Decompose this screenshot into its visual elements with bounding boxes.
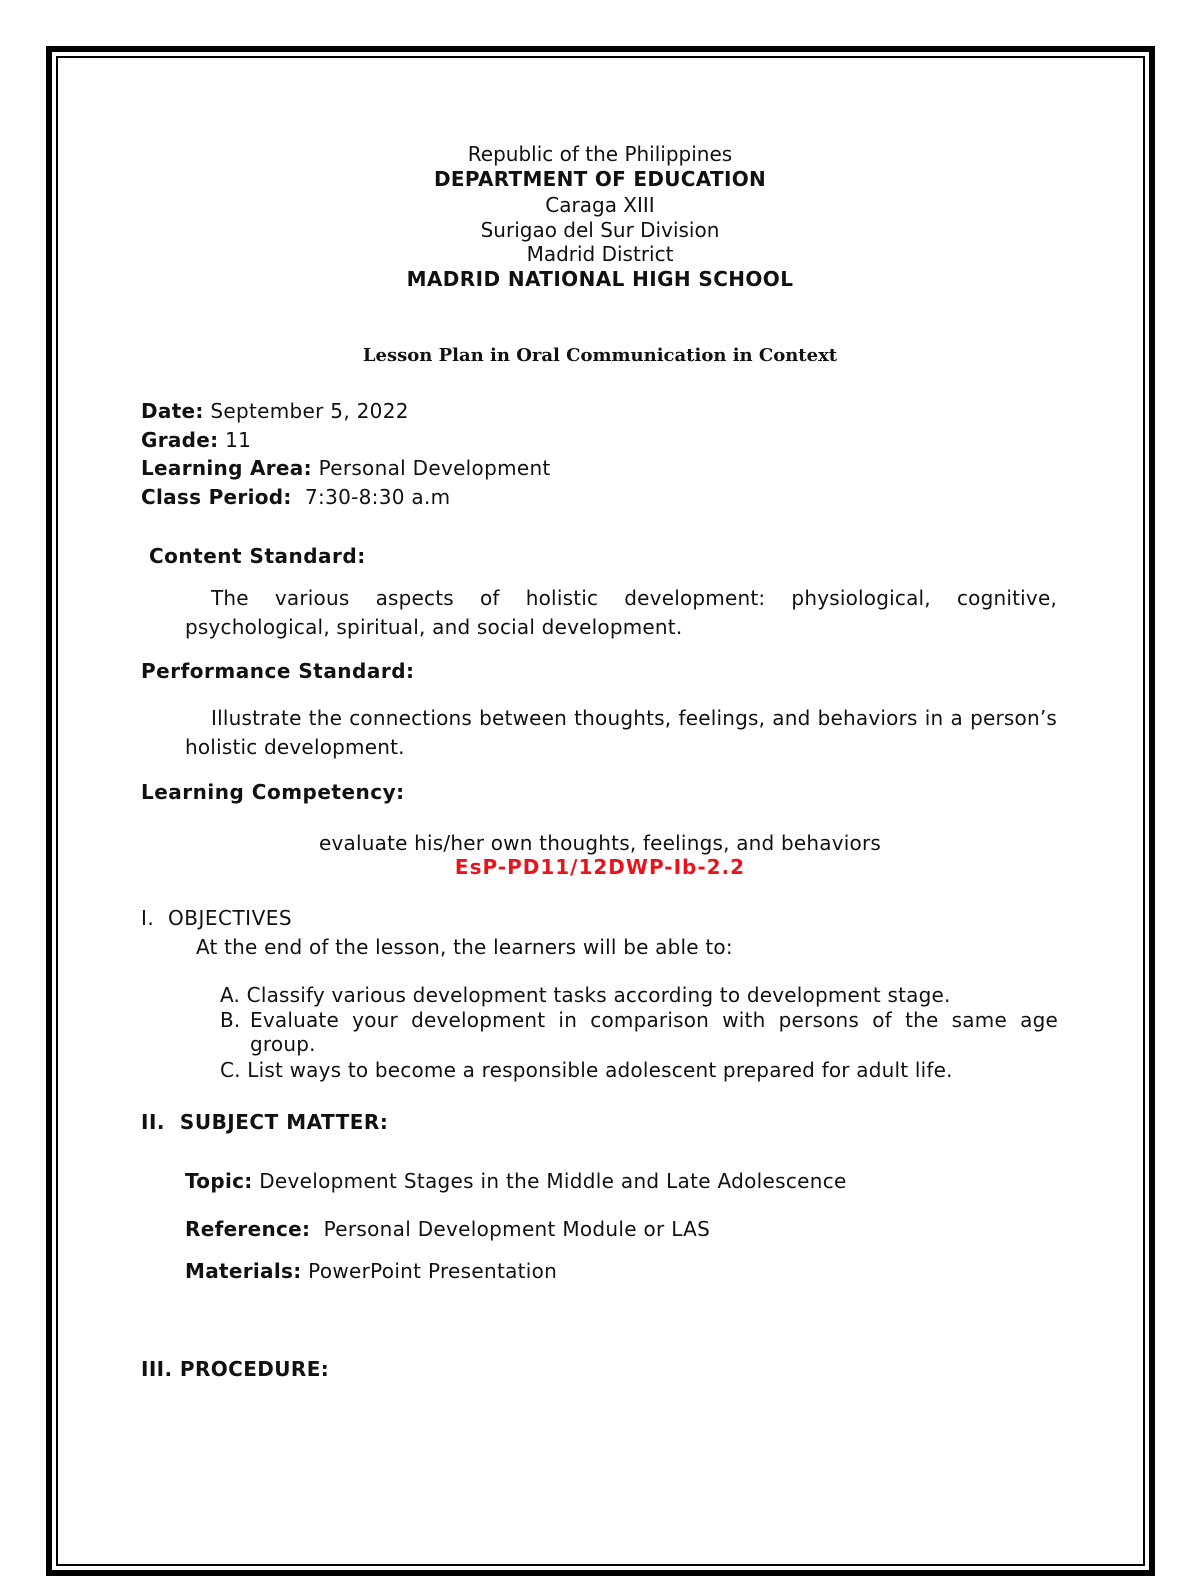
content-standard-text: The various aspects of holistic development: physiological, cognitive, psychological, spiritual, and social development.	[185, 586, 1057, 639]
class-period-field	[141, 485, 450, 509]
materials-label: Materials:	[185, 1259, 302, 1283]
subject-matter-heading	[141, 1110, 388, 1134]
grade-value: 11	[225, 428, 252, 452]
learning-area-value: Personal Development	[318, 456, 551, 480]
header-country: Republic of the Philippines	[467, 142, 733, 166]
date-field	[141, 399, 409, 423]
procedure-heading: III. PROCEDURE:	[141, 1357, 330, 1381]
reference-value: Personal Development Module or LAS	[323, 1217, 711, 1241]
objective-text: Classify various development tasks according to development stage.	[246, 983, 951, 1007]
reference-field	[185, 1217, 710, 1241]
content-standard-heading: Content Standard:	[149, 544, 366, 568]
learning-area-field	[141, 456, 551, 480]
materials-value: PowerPoint Presentation	[308, 1259, 558, 1283]
learning-competency-heading: Learning Competency:	[141, 780, 405, 804]
subject-matter-title: SUBJECT MATTER:	[179, 1110, 389, 1134]
objective-item-a	[220, 983, 951, 1007]
grade-label: Grade:	[141, 428, 219, 452]
subject-matter-numeral: II.	[141, 1110, 165, 1134]
objectives-heading	[141, 906, 292, 930]
objectives-intro: At the end of the lesson, the learners will be able to:	[196, 935, 733, 959]
date-value: September 5, 2022	[210, 399, 409, 423]
class-period-value: 7:30-8:30 a.m	[305, 485, 451, 509]
lesson-plan-title: Lesson Plan in Oral Communication in Context	[362, 345, 838, 366]
grade-field	[141, 428, 251, 452]
objective-letter: A.	[220, 983, 241, 1007]
objective-item-c	[220, 1058, 953, 1082]
performance-standard-text: Illustrate the connections between thoughts, feelings, and behaviors in a person’s holistic development.	[185, 706, 1057, 759]
competency-code: EsP-PD11/12DWP-Ib-2.2	[454, 855, 746, 879]
materials-field	[185, 1259, 557, 1283]
learning-area-label: Learning Area:	[141, 456, 312, 480]
objective-text: Evaluate your development in comparison with persons of the same age group.	[250, 1008, 1058, 1056]
reference-label: Reference:	[185, 1217, 311, 1241]
topic-value: Development Stages in the Middle and Late Adolescence	[259, 1169, 847, 1193]
objectives-numeral: I.	[141, 906, 155, 930]
date-label: Date:	[141, 399, 204, 423]
header-region: Caraga XIII	[545, 193, 655, 217]
objective-item-b	[220, 1008, 1058, 1056]
objective-letter: C.	[220, 1058, 241, 1082]
header-division: Surigao del Sur Division	[480, 218, 720, 242]
objective-text: List ways to become a responsible adolescent prepared for adult life.	[247, 1058, 953, 1082]
objective-letter: B.	[220, 1008, 241, 1032]
header-school: MADRID NATIONAL HIGH SCHOOL	[406, 267, 794, 291]
header-department: DEPARTMENT OF EDUCATION	[433, 167, 767, 191]
header-district: Madrid District	[526, 242, 674, 266]
objectives-title: OBJECTIVES	[167, 906, 293, 930]
class-period-label: Class Period:	[141, 485, 292, 509]
topic-label: Topic:	[185, 1169, 253, 1193]
learning-competency-text: evaluate his/her own thoughts, feelings, and behaviors	[318, 831, 881, 855]
performance-standard-heading: Performance Standard:	[141, 659, 415, 683]
topic-field	[185, 1169, 847, 1193]
